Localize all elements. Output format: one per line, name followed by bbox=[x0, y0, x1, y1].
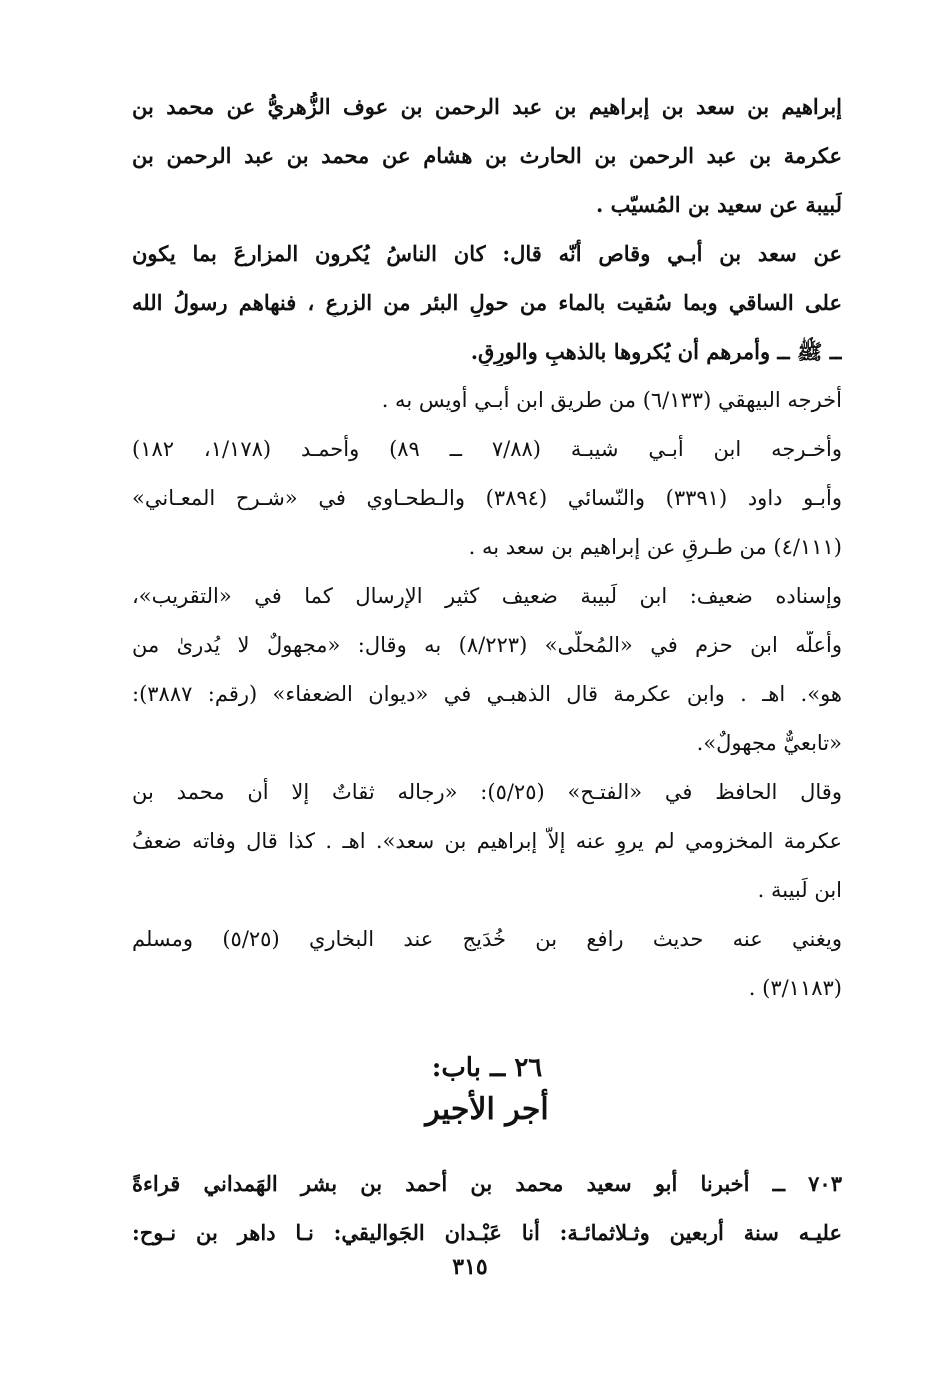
text-line: ــ ﷺ ــ وأمرهم أن يُكروها بالذهبِ والورِقِ. bbox=[470, 339, 842, 364]
hadith-703-paragraph bbox=[132, 1169, 842, 1247]
text-line: وأخـرجه ابن أبـي شيبـة (٧/٨٨ ــ ٨٩) وأحمـد (١/١٧٨، ١٨٢) bbox=[132, 437, 842, 461]
page-body bbox=[132, 92, 842, 1267]
text-line: ويغني عنه حديث رافع بن خُدَيج عند البخاري (٥/٢٥) ومسلم bbox=[132, 927, 842, 951]
page-number: ٣١٥ bbox=[452, 1254, 488, 1280]
text-line: عكرمة بن عبد الرحمن بن الحارث بن هشام عن محمد بن عبد الرحمن بن bbox=[132, 143, 842, 168]
text-line: إبراهيم بن سعد بن إبراهيم بن عبد الرحمن بن عوف الزُّهريُّ عن محمد بن bbox=[132, 94, 842, 119]
text-line: عليـه سنة أربعين وثـلاثمائـة: أنا عَبْـدان الجَواليقي: نـا داهر بن نـوح: bbox=[132, 1220, 842, 1245]
chapter-title: أجر الأجير bbox=[425, 1092, 549, 1127]
text-line: لَبيبة عن سعيد بن المُسيّب . bbox=[595, 192, 842, 217]
text-line: أخرجه البيهقي (٦/١٣٣) من طريق ابن أبـي أويس به . bbox=[381, 388, 842, 412]
hadith-text-paragraph bbox=[132, 239, 842, 366]
text-line: ابن لَبيبة . bbox=[757, 878, 842, 902]
text-line: عن سعد بن أبـي وقاص أنّه قال: كان الناسُ يُكرون المزارعَ بما يكون bbox=[132, 241, 842, 266]
text-line: وأبـو داود (٣٣٩١) والنّسائي (٣٨٩٤) والـطحـاوي في «شـرح المعـاني» bbox=[132, 486, 842, 510]
hafiz-quote-note bbox=[132, 778, 842, 905]
text-line: وإسناده ضعيف: ابن لَبيبة ضعيف كثير الإرسال كما في «التقريب»، bbox=[132, 584, 842, 608]
text-line: عكرمة المخزومي لم يروِ عنه إلاّ إبراهيم بن سعد». اهـ . كذا قال وفاته ضعفُ bbox=[132, 829, 842, 853]
text-line: على الساقي وبما سُقيت بالماء من حولِ البئر من الزرعِ ، فنهاهم رسولُ الله bbox=[132, 290, 842, 315]
chain-of-narration-paragraph bbox=[132, 92, 842, 219]
alternative-hadith-note bbox=[132, 925, 842, 1003]
text-line: ٧٠٣ ــ أخبرنا أبو سعيد محمد بن أحمد بن بشر الهَمداني قراءةً bbox=[132, 1171, 842, 1196]
text-line: وقال الحافظ في «الفتـح» (٥/٢٥): «رجاله ثقاتٌ إلا أن محمد بن bbox=[132, 780, 842, 804]
text-line: وأعلّه ابن حزم في «المُحلّى» (٨/٢٢٣) به وقال: «مجهولٌ لا يُدرىٰ من bbox=[132, 633, 842, 657]
text-line: «تابعيٌّ مجهولٌ». bbox=[696, 731, 842, 755]
takhrij-note-bayhaqi bbox=[132, 386, 842, 415]
chapter-number: ٢٦ ــ باب: bbox=[431, 1053, 543, 1083]
text-line: (٤/١١١) من طـرقٍ عن إبراهيم بن سعد به . bbox=[468, 535, 842, 559]
isnad-grading-note bbox=[132, 582, 842, 758]
text-line: هو». اهـ . وابن عكرمة قال الذهبـي في «ديوان الضعفاء» (رقم: ٣٨٨٧): bbox=[132, 682, 842, 706]
takhrij-note-sources bbox=[132, 435, 842, 562]
text-line: (٣/١١٨٣) . bbox=[748, 976, 842, 1000]
